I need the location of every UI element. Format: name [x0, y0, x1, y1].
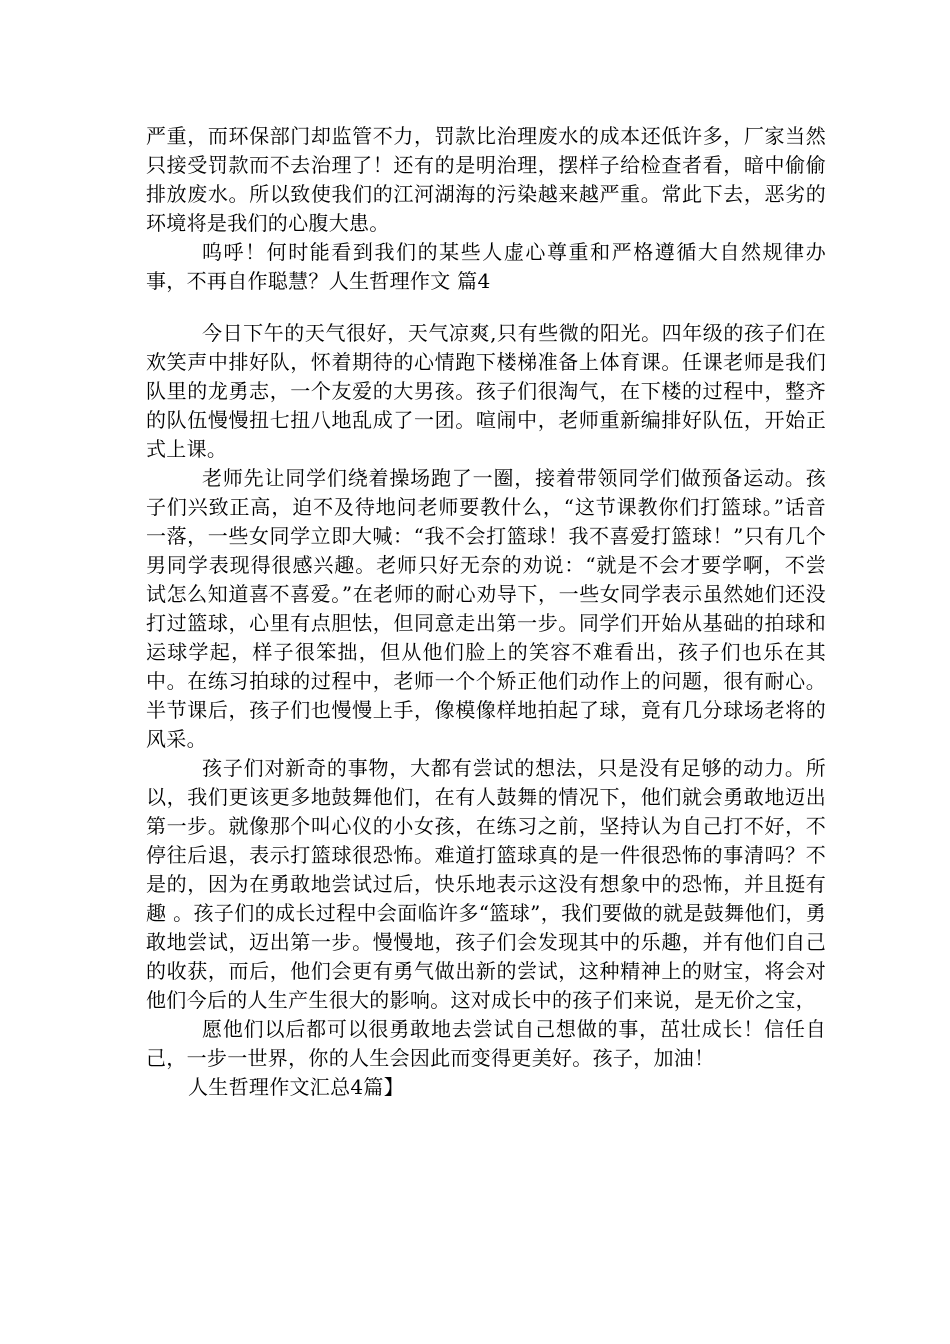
- section-two: [146, 319, 826, 1102]
- section-one: [146, 122, 826, 296]
- closing-line: 人生哲理作文汇总4篇】: [188, 1075, 405, 1099]
- paragraph-basketball-lesson: 老师先让同学们绕着操场跑了一圈，接着带领同学们做预备运动。孩子们兴致正高，迫不及待地问老师要教什么，“这节课教你们打篮球。”话音一落，一些女同学立即大喊：“我不会打篮球！我不喜爱打篮球！”只有几个男同学表现得很感兴趣。老师只好无奈的劝说：“就是不会才要学啊，不尝试怎么知道喜不喜爱。”在老师的耐心劝导下，一些女同学表示虽然她们还没打过篮球，心里有点胆怯，但同意走出第一步。同学们开始从基础的拍球和运球学起，样子很笨拙，但从他们脸上的笑容不难看出，孩子们也乐在其中。在练习拍球的过程中，老师一个个矫正他们动作上的问题，很有耐心。半节课后，孩子们也慢慢上手，像模像样地拍起了球，竟有几分球场老将的风采。: [146, 466, 826, 751]
- paragraph-encouragement: 孩子们对新奇的事物，大都有尝试的想法，只是没有足够的动力。所以，我们更该更多地鼓舞他们，在有人鼓舞的情况下，他们就会勇敢地迈出第一步。就像那个叫心仪的小女孩，在练习之前，坚持认为自己打不好，不停往后退，表示打篮球很恐怖。难道打篮球真的是一件很恐怖的事清吗？不是的，因为在勇敢地尝试过后，快乐地表示这没有想象中的恐怖，并且挺有趣 。孩子们的成长过程中会面临许多“篮球”，我们要做的就是鼓舞他们，勇敢地尝试，迈出第一步。慢慢地，孩子们会发现其中的乐趣，并有他们自己的收获，而后，他们会更有勇气做出新的尝试，这种精神上的财宝，将会对他们今后的人生产生很大的影响。这对成长中的孩子们来说，是无价之宝，: [146, 756, 826, 1012]
- paragraph-pollution: 严重，而环保部门却监管不力，罚款比治理废水的成本还低许多，厂家当然只接受罚款而不去治理了！还有的是明治理，摆样子给检查者看，暗中偷偷排放废水。所以致使我们的江河湖海的污染越来越严重。常此下去，恶劣的环境将是我们的心腹大患。: [146, 124, 826, 235]
- paragraph-wish: 愿他们以后都可以很勇敢地去尝试自己想做的事，茁壮成长！信任自己，一步一世界，你的人生会因此而变得更美好。孩子，加油！: [146, 1017, 826, 1070]
- paragraph-lament: 呜呼！何时能看到我们的某些人虚心尊重和严格遵循大自然规律办事，不再自作聪慧？人生哲理作文 篇4: [146, 240, 826, 293]
- paragraph-weather: 今日下午的天气很好，天气凉爽,只有些微的阳光。四年级的孩子们在欢笑声中排好队，怀着期待的心情跑下楼梯准备上体育课。任课老师是我们队里的龙勇志，一个友爱的大男孩。孩子们很淘气，在下楼的过程中，整齐的队伍慢慢扭七扭八地乱成了一团。喧闹中，老师重新编排好队伍，开始正式上课。: [146, 321, 826, 461]
